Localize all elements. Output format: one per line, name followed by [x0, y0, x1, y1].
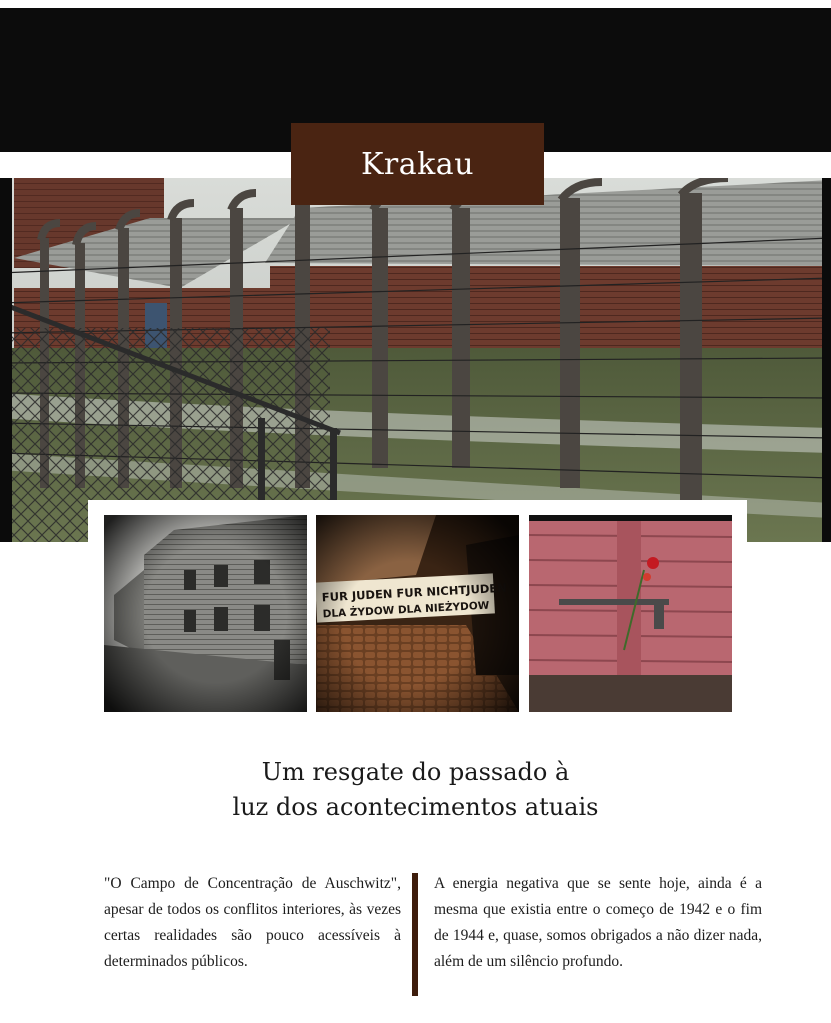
subtitle — [0, 755, 831, 825]
location-title: Krakau — [360, 146, 475, 182]
column-divider — [412, 873, 418, 996]
body-column-right: A energia negativa que se sente hoje, ainda é a mesma que existia entre o começo de 1942 e o fim de 1944 e, quase, somos obrigados a não dizer nada, além de um silêncio profundo. — [434, 875, 762, 970]
location-title-box — [291, 123, 544, 205]
photo-brick-street — [104, 515, 307, 712]
photo-railway-car-rose — [529, 515, 732, 712]
photo-separation-sign — [316, 515, 519, 712]
hero-photo-barracks-fence — [0, 178, 831, 542]
body-column-left: "O Campo de Concentração de Auschwitz", apesar de todos os conflitos interiores, às vezes certas realidades são pouco acessíveis à determinados públicos. — [104, 875, 401, 970]
subtitle-line-2: luz dos acontecimentos atuais — [232, 793, 599, 821]
subtitle-line-1: Um resgate do passado à — [261, 758, 570, 786]
